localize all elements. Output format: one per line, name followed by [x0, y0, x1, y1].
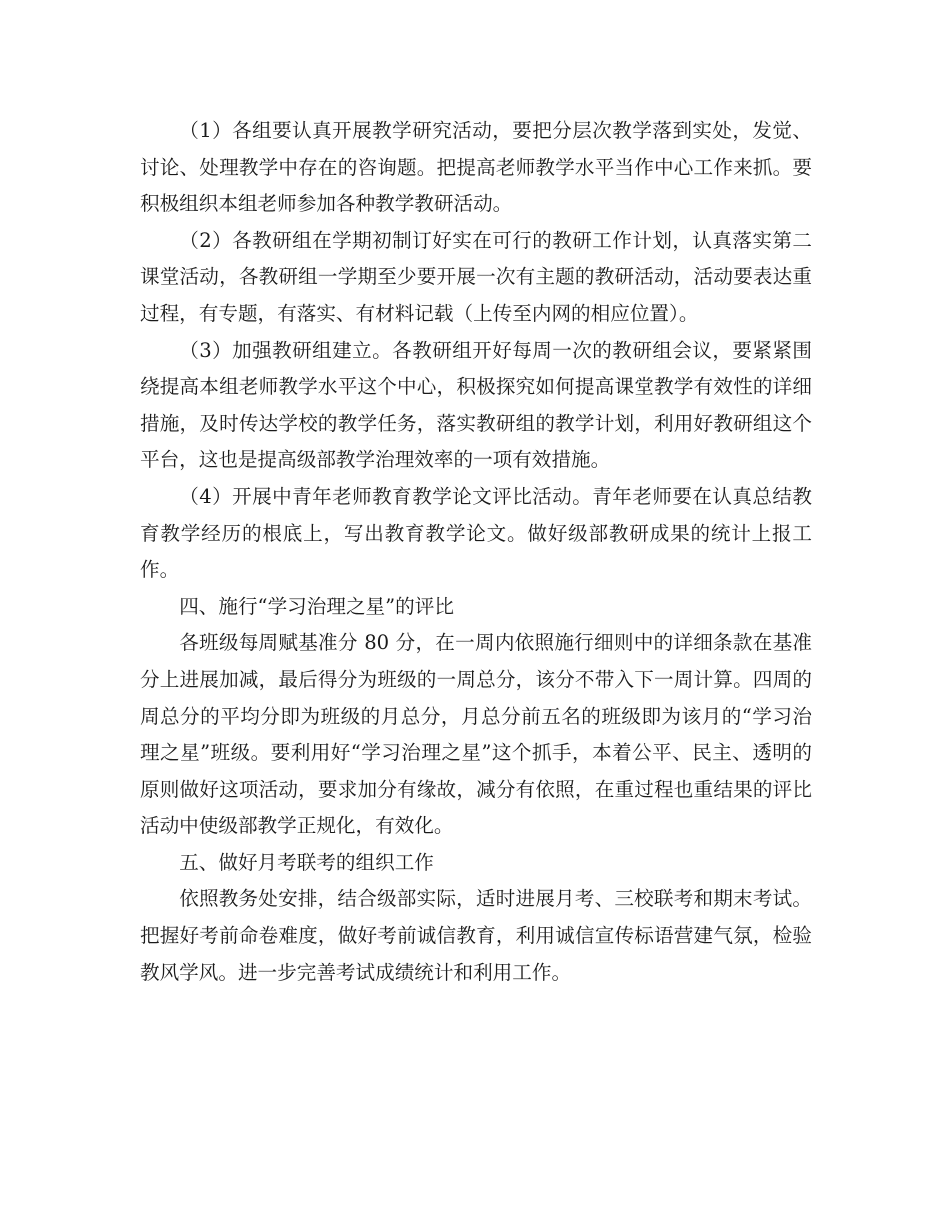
paragraph-3: （3）加强教研组建立。各教研组开好每周一次的教研组会议，要紧紧围绕提高本组老师教学水平这个中心，积极探究如何提高课堂教学有效性的详细措施，及时传达学校的教学任务，落实教研组的教学计划，利用好教研组这个平台，这也是提高级部教学治理效率的一项有效措施。 [140, 338, 812, 472]
paragraph-4: （4）开展中青年老师教育教学论文评比活动。青年老师要在认真总结教育教学经历的根底上，写出教育教学论文。做好级部教研成果的统计上报工作。 [140, 484, 812, 582]
paragraph-1: （1）各组要认真开展教学研究活动，要把分层次教学落到实处，发觉、讨论、处理教学中存在的咨询题。把提高老师教学水平当作中心工作来抓。要积极组织本组老师参加各种教学教研活动。 [140, 119, 812, 216]
section-heading-5: 五、做好月考联考的组织工作 [179, 850, 434, 874]
document-body [140, 113, 812, 991]
paragraph-5: 各班级每周赋基准分 80 分，在一周内依照施行细则中的详细条款在基准分上进展加减，最后得分为班级的一周总分，该分不带入下一周计算。四周的周总分的平均分即为班级的月总分，月总分前五名的班级即为该月的“学习治理之星”班级。要利用好“学习治理之星”这个抓手，本着公平、民主、透明的原则做好这项活动，要求加分有缘故，减分有依照，在重过程也重结果的评比活动中使级部教学正规化，有效化。 [140, 631, 812, 838]
section-heading-4: 四、施行“学习治理之星”的评比 [179, 594, 454, 618]
paragraph-6: 依照教务处安排，结合级部实际，适时进展月考、三校联考和期末考试。把握好考前命卷难度，做好考前诚信教育，利用诚信宣传标语营建气氛，检验教风学风。进一步完善考试成绩统计和利用工作。 [140, 887, 812, 984]
paragraph-2: （2）各教研组在学期初制订好实在可行的教研工作计划，认真落实第二课堂活动，各教研组一学期至少要开展一次有主题的教研活动，活动要表达重过程，有专题，有落实、有材料记载（上传至内网的相应位置）。 [140, 228, 812, 325]
